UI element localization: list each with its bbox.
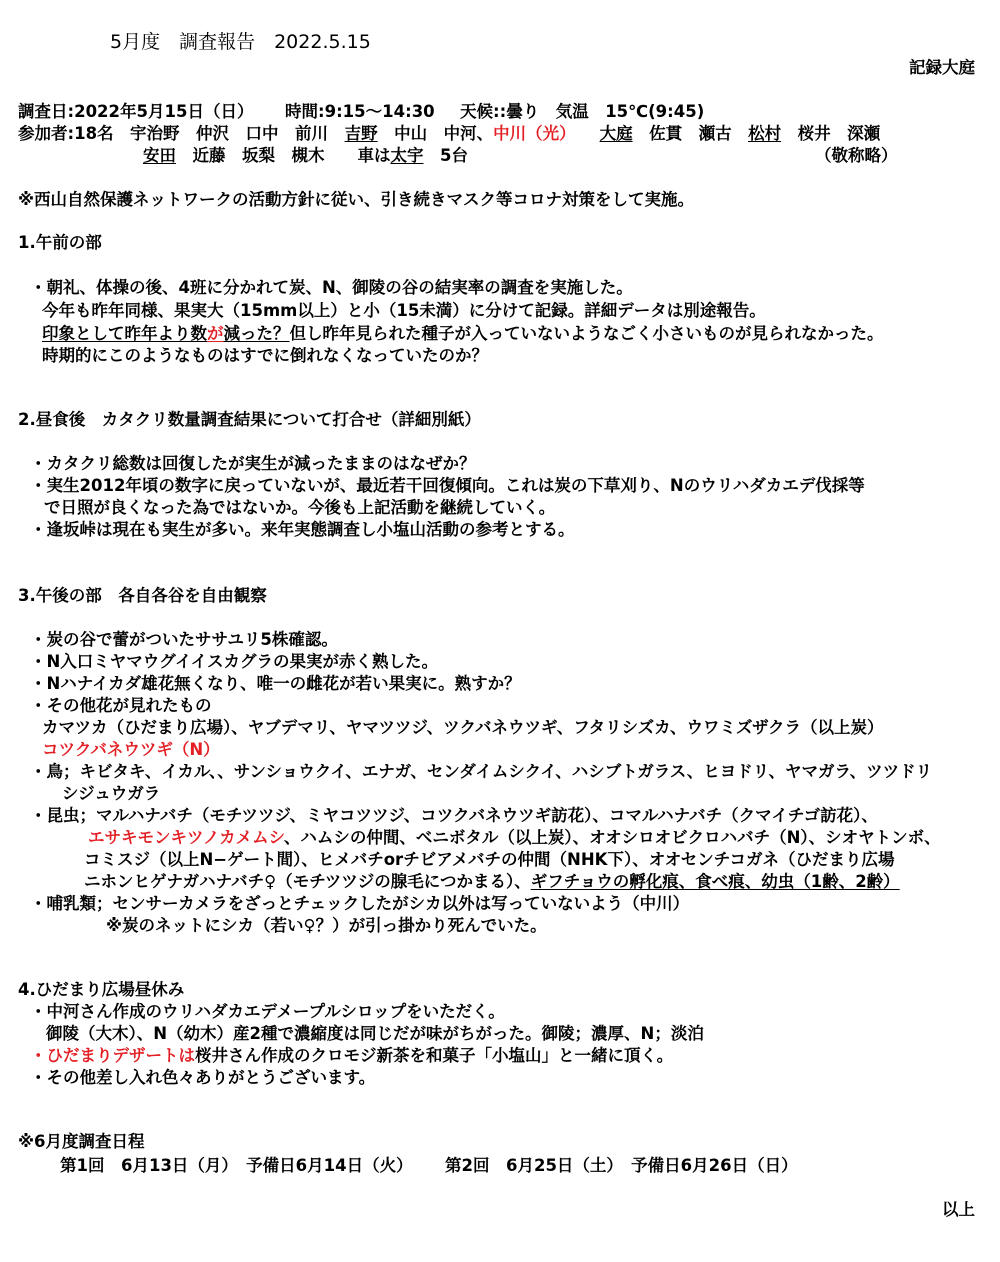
participants-row-1 xyxy=(18,124,880,144)
afternoon-line: ・N入口ミヤマウグイイスカグラの果実が赤く熟した。 xyxy=(30,652,438,671)
survey-info-line xyxy=(18,102,918,122)
insect-highlight: エサキモンキツノカメムシ xyxy=(88,828,284,847)
participants-text: 桜井 深瀬 xyxy=(781,124,881,143)
afternoon-line-highlight: コツクバネウツギ（N） xyxy=(42,740,220,759)
participants-text: 参加者:18名 宇治野 仲沢 口中 前川 xyxy=(18,124,345,143)
afternoon-line xyxy=(88,828,941,848)
participant-underlined: 松村 xyxy=(748,124,782,143)
recorder-name: 記録大庭 xyxy=(909,58,975,77)
afternoon-line: ・Nハナイカダ雄花無くなり、唯一の雌花が若い果実に。熟すか？ xyxy=(30,674,521,693)
afternoon-line: ・炭の谷で蕾がついたササユリ5株確認。 xyxy=(30,630,338,649)
lunch-line: ・その他差し入れ色々ありがとうございます。 xyxy=(30,1068,376,1087)
section-heading-afternoon: 3.午後の部 各自各谷を自由観察 xyxy=(18,586,267,605)
afternoon-line: ・昆虫；マルハナバチ（モチツツジ、ミヤコツツジ、コツクバネウツギ訪花）、コマルハナバチ（クマイチゴ訪花）、 xyxy=(30,806,878,825)
lunch-text: 桜井さん作成のクロモジ新茶を和菓子「小塩山」と一緒に頂く。 xyxy=(195,1046,674,1065)
honorific-note: （敬称略） xyxy=(815,146,898,165)
lunch-line: ・中河さん作成のウリハダカエデメープルシロップをいただく。 xyxy=(30,1002,505,1021)
schedule-heading: ※6月度調査日程 xyxy=(18,1132,145,1151)
meeting-line: ・実生2012年頃の数字に戻っていないが、最近若干回復傾向。これは炭の下草刈り、Nのウリハダカエデ伐採等 xyxy=(30,476,865,495)
afternoon-line: ・鳥；キビタキ、イカル、、サンショウクイ、エナガ、センダイムシクイ、ハシブトガラス、ヒヨドリ、ヤマガラ、ツツドリ xyxy=(30,762,933,781)
afternoon-line: シジュウガラ xyxy=(62,784,161,803)
schedule-first: 第1回 6月13日（月） 予備日6月14日（火） xyxy=(60,1156,413,1175)
morning-line xyxy=(42,324,884,344)
morning-line: 時期的にこのようなものはすでに倒れなくなっていたのか？ xyxy=(42,346,488,365)
participant-underlined: 吉野 xyxy=(344,124,378,143)
lunch-line: 御陵（大木）、N（幼木）産2種で濃縮度は同じだが味がちがった。御陵；濃厚、N；淡泊 xyxy=(46,1024,704,1043)
report-title: 5月度 調査報告 2022.5.15 xyxy=(110,31,371,53)
afternoon-line: カマツカ（ひだまり広場）、ヤブデマリ、ヤマツツジ、ツクバネウツギ、フタリシズカ、ウワミズザクラ（以上炭） xyxy=(42,718,884,737)
meeting-line: ・カタクリ総数は回復したが実生が減ったままのはなぜか？ xyxy=(30,454,476,473)
afternoon-text: ニホンヒゲナガハナバチ♀（モチツツジの腺毛につかまる）、 xyxy=(84,872,531,891)
schedule-second: 第2回 6月25日（土） 予備日6月26日（日） xyxy=(445,1156,798,1175)
participant-underlined: 大庭 xyxy=(599,124,633,143)
impression-highlight: が xyxy=(207,324,224,343)
gifu-butterfly-underlined: ギフチョウの孵化痕、食べ痕、幼虫（1齢、2齢） xyxy=(530,872,900,891)
participants-text: 佐貫 瀬古 xyxy=(632,124,749,143)
afternoon-text: 、ハムシの仲間、ベニボタル（以上炭）、オオシロオビクロハバチ（N）、シオヤトンボ、 xyxy=(283,828,941,847)
afternoon-line: ・その他花が見れたもの xyxy=(30,696,212,715)
afternoon-line: ※炭のネットにシカ（若い♀？）が引っ掛かり死んでいた。 xyxy=(106,916,547,935)
meeting-line: で日照が良くなった為ではないか。今後も上記活動を継続していく。 xyxy=(44,498,556,517)
section-heading-morning: 1.午前の部 xyxy=(18,233,102,252)
section-heading-lunch: 4.ひだまり広場昼休み xyxy=(18,980,185,999)
impression-underlined: 印象として昨年より数 xyxy=(42,324,207,343)
afternoon-line: ・哺乳類；センサーカメラをざっとチェックしたがシカ以外は写っていないよう（中川） xyxy=(30,894,690,913)
lunch-line xyxy=(30,1046,673,1066)
survey-time: 時間:9:15～14:30 xyxy=(285,102,435,121)
participant-underlined: 安田 xyxy=(143,146,176,165)
morning-line: 今年も昨年同様、果実大（15mm以上）と小（15未満）に分けて記録。詳細データは別途報告。 xyxy=(42,301,766,320)
dessert-highlight: ・ひだまりデザートは xyxy=(30,1046,195,1065)
morning-text: 但し昨年見られた種子が入っていないようなごく小さいものが見られなかった。 xyxy=(289,324,884,343)
notice-line: ※西山自然保護ネットワークの活動方針に従い、引き続きマスク等コロナ対策をして実施。 xyxy=(18,190,695,209)
participant-highlight: 中川（光） xyxy=(493,124,576,143)
closing-mark: 以上 xyxy=(942,1200,975,1219)
impression-underlined: 減った？ xyxy=(223,324,290,343)
section-heading-meeting: 2.昼食後 カタクリ数量調査結果について打合せ（詳細別紙） xyxy=(18,410,481,429)
participants-row-2 xyxy=(143,146,468,166)
survey-weather: 天候::曇り 気温 15℃(9:45) xyxy=(460,102,705,121)
afternoon-line xyxy=(84,872,900,892)
driver-underlined: 太宇 xyxy=(390,146,424,165)
meeting-line: ・逢坂峠は現在も実生が多い。来年実態調査し小塩山活動の参考とする。 xyxy=(30,520,575,539)
survey-date: 調査日:2022年5月15日（日） xyxy=(18,102,254,121)
participants-text: 近藤 坂梨 槻木 車は xyxy=(176,146,391,165)
afternoon-line: コミスジ（以上N−ゲート間）、ヒメバチorチビアメバチの仲間（NHK下）、オオセンチコガネ（ひだまり広場 xyxy=(84,850,895,869)
participants-text: 5台 xyxy=(423,146,468,165)
participants-text: 中山 中河、 xyxy=(377,124,494,143)
morning-line: ・朝礼、体操の後、4班に分かれて炭、N、御陵の谷の結実率の調査を実施した。 xyxy=(30,278,633,297)
